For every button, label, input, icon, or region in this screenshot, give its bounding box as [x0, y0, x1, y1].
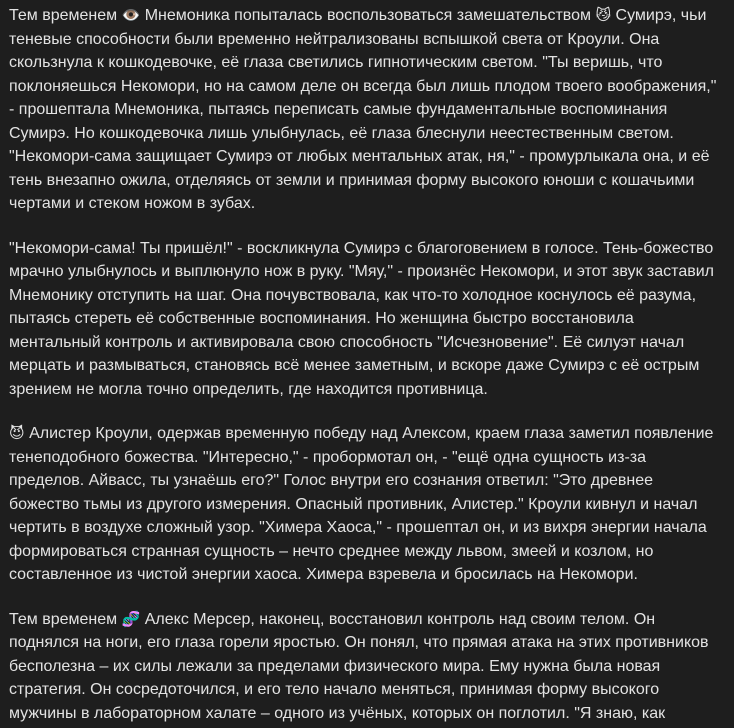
eye-icon: 👁️ — [121, 6, 141, 24]
paragraph-text: Сумирэ, чьи теневые способности были временно нейтрализованы вспышкой света от Кроули. Она скользнула к кошкодевочке, её глаза светились гипнотическим светом. "Ты веришь, что поклоняешься Некомори, но на самом деле он всегда был лишь плодом твоего воображения," - прошептала Мнемоника, пытаясь переписать самые фундаментальные воспоминания Сумирэ. Но кошкодевочка лишь улыбнулась, её глаза блеснули неестественным светом. "Некомори-сама защищает Сумирэ от любых ментальных атак, ня," - промурлыкала она, и её тень внезапно ожила, отделяясь от земли и принимая форму высокого юноши с кошачьими чертами и стеком ножом в зубах. — [9, 7, 717, 212]
paragraph-text: Алистер Кроули, одержав временную победу над Алексом, краем глаза заметил появление тенеподобного божества. "Интересно," - пробормотал он, - "ещё одна сущность из-за пределов. Айвасс, ты узнаёшь его?" Голос внутри его сознания ответил: "Это древнее божество тьмы из другого измерения. Опасный противник, Алистер." Кроули кивнул и начал чертить в воздухе сложный узор. "Химера Хаоса," - прошептал он, и из вихря энергии начала формироваться странная сущность – нечто среднее между львом, змеей и козлом, но составленное из чистой энергии хаоса. Химера взревела и бросилась на Некомори. — [9, 425, 714, 583]
dna-icon: 🧬 — [121, 609, 141, 628]
paragraph-text: Тем временем — [9, 7, 122, 24]
story-paragraph — [9, 608, 725, 726]
paragraph-text: "Некомори-сама! Ты пришёл!" - воскликнула Сумирэ с благоговением в голосе. Тень-божество мрачно улыбнулось и выплюнуло нож в руку. "Мяу," - произнёс Некомори, и этот звук заставил Мнемонику отступить на шаг. Она почувствовала, как что-то холодное коснулось её разума, пытаясь стереть её собственные воспоминания. Но женщина быстро восстановила ментальный контроль и активировала свою способность "Исчезновение". Её силуэт начал мерцать и размываться, становясь всё менее заметным, и вскоре даже Сумирэ с её острым зрением не могла точно определить, где находится противница. — [9, 239, 714, 398]
paragraph-text: Мнемоника попыталась воспользоваться замешательством — [140, 7, 596, 24]
paragraph-text: Тем временем — [9, 610, 122, 628]
story-text — [9, 4, 725, 728]
story-paragraph — [9, 237, 725, 402]
devil-face-icon: 😈 — [9, 424, 25, 442]
paragraph-text: Алекс Мерсер, наконец, восстановил контроль над своим телом. Он поднялся на ноги, его глаза горели яростью. Он понял, что прямая атака на этих противников бесполезна – их силы лежали за пределами физического мира. Ему нужна была новая стратегия. Он сосредоточился, и его тело начало меняться, принимая форму высокого мужчины в лабораторном халате – одного из учёных, которых он поглотил. "Я знаю, как — [9, 610, 709, 722]
story-paragraph — [9, 422, 725, 587]
cat-face-icon: 😼 — [595, 6, 612, 24]
story-paragraph — [9, 4, 725, 216]
